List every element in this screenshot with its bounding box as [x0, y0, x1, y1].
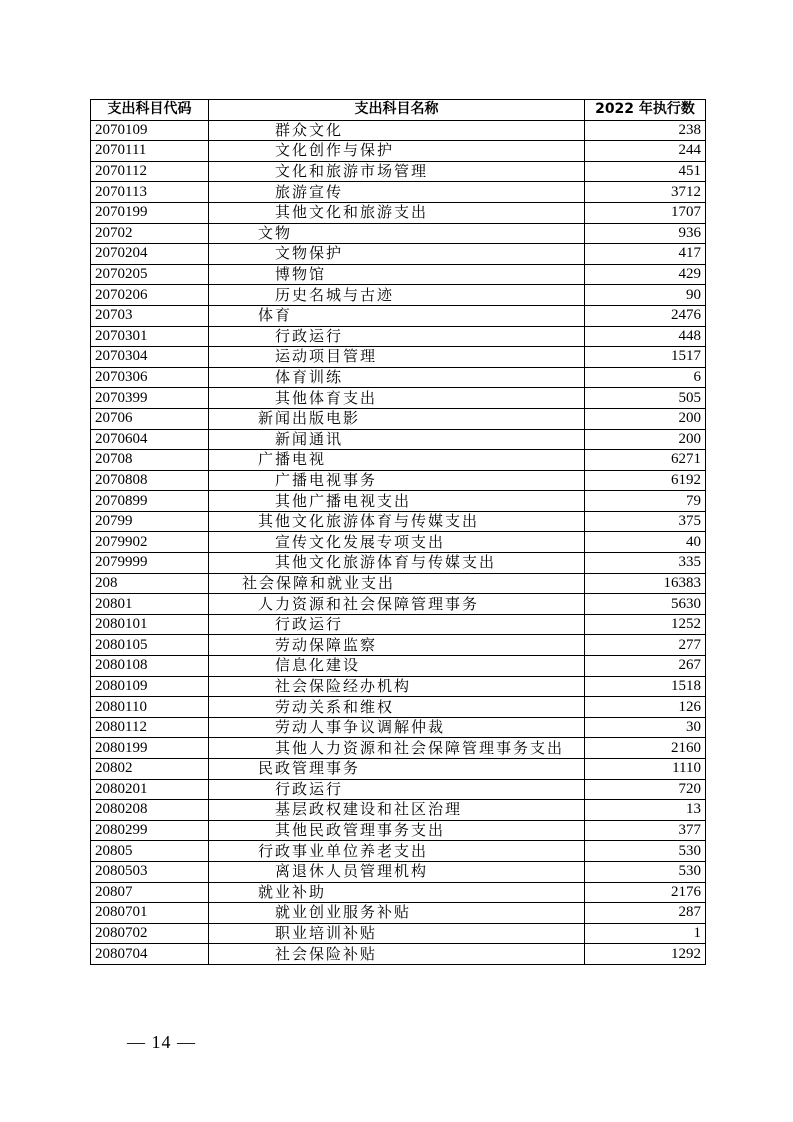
cell-code: 2080704 [91, 944, 209, 965]
cell-code: 20708 [91, 450, 209, 471]
table-row [91, 285, 706, 306]
cell-code: 20799 [91, 511, 209, 532]
cell-value: 335 [585, 553, 706, 574]
cell-name: 其他文化和旅游支出 [209, 202, 585, 223]
cell-value: 6271 [585, 450, 706, 471]
table-row [91, 800, 706, 821]
cell-name: 其他文化旅游体育与传媒支出 [209, 553, 585, 574]
cell-name: 群众文化 [209, 120, 585, 141]
cell-name: 行政事业单位养老支出 [209, 841, 585, 862]
cell-name: 就业补助 [209, 882, 585, 903]
cell-value: 40 [585, 532, 706, 553]
table-row [91, 367, 706, 388]
table-row [91, 923, 706, 944]
table-row [91, 697, 706, 718]
table-row [91, 717, 706, 738]
cell-name: 社会保险补贴 [209, 944, 585, 965]
table-row [91, 882, 706, 903]
cell-code: 2080201 [91, 779, 209, 800]
cell-value: 126 [585, 697, 706, 718]
cell-name: 劳动人事争议调解仲裁 [209, 717, 585, 738]
cell-name: 社会保险经办机构 [209, 676, 585, 697]
cell-code: 20801 [91, 594, 209, 615]
table-row [91, 244, 706, 265]
cell-name: 文化创作与保护 [209, 141, 585, 162]
cell-code: 2080208 [91, 800, 209, 821]
cell-name: 博物馆 [209, 264, 585, 285]
cell-name: 文化和旅游市场管理 [209, 161, 585, 182]
cell-value: 429 [585, 264, 706, 285]
table-row [91, 347, 706, 368]
cell-value: 451 [585, 161, 706, 182]
cell-name: 文物保护 [209, 244, 585, 265]
cell-code: 2070205 [91, 264, 209, 285]
table-row [91, 388, 706, 409]
cell-name: 运动项目管理 [209, 347, 585, 368]
cell-code: 2070899 [91, 491, 209, 512]
cell-name: 社会保障和就业支出 [209, 573, 585, 594]
cell-name: 行政运行 [209, 326, 585, 347]
cell-name: 行政运行 [209, 614, 585, 635]
cell-name: 离退休人员管理机构 [209, 861, 585, 882]
cell-value: 1252 [585, 614, 706, 635]
table-row [91, 635, 706, 656]
cell-name: 其他民政管理事务支出 [209, 820, 585, 841]
table-row [91, 511, 706, 532]
table-row [91, 573, 706, 594]
cell-name: 人力资源和社会保障管理事务 [209, 594, 585, 615]
cell-value: 936 [585, 223, 706, 244]
cell-value: 448 [585, 326, 706, 347]
cell-code: 20802 [91, 759, 209, 780]
table-row [91, 944, 706, 965]
table-row [91, 676, 706, 697]
table-row [91, 841, 706, 862]
cell-code: 20702 [91, 223, 209, 244]
cell-value: 375 [585, 511, 706, 532]
table-row [91, 141, 706, 162]
cell-code: 2070604 [91, 429, 209, 450]
cell-value: 90 [585, 285, 706, 306]
cell-name: 其他文化旅游体育与传媒支出 [209, 511, 585, 532]
cell-code: 2080199 [91, 738, 209, 759]
cell-value: 79 [585, 491, 706, 512]
table-row [91, 161, 706, 182]
cell-code: 2070204 [91, 244, 209, 265]
cell-value: 2176 [585, 882, 706, 903]
cell-name: 其他人力资源和社会保障管理事务支出 [209, 738, 585, 759]
cell-code: 2080503 [91, 861, 209, 882]
cell-value: 5630 [585, 594, 706, 615]
cell-name: 民政管理事务 [209, 759, 585, 780]
cell-name: 其他广播电视支出 [209, 491, 585, 512]
cell-code: 2080701 [91, 903, 209, 924]
cell-name: 劳动保障监察 [209, 635, 585, 656]
cell-code: 20807 [91, 882, 209, 903]
cell-code: 2070199 [91, 202, 209, 223]
cell-code: 2080702 [91, 923, 209, 944]
page-number: — 14 — [127, 1032, 196, 1052]
cell-name: 旅游宣传 [209, 182, 585, 203]
header-code: 支出科目代码 [91, 100, 209, 121]
cell-value: 1292 [585, 944, 706, 965]
table-row [91, 820, 706, 841]
cell-code: 2080101 [91, 614, 209, 635]
cell-code: 2070304 [91, 347, 209, 368]
table-row [91, 429, 706, 450]
cell-code: 2080110 [91, 697, 209, 718]
cell-value: 530 [585, 841, 706, 862]
cell-code: 2079999 [91, 553, 209, 574]
cell-value: 200 [585, 408, 706, 429]
cell-value: 13 [585, 800, 706, 821]
table-row [91, 759, 706, 780]
cell-value: 377 [585, 820, 706, 841]
cell-value: 200 [585, 429, 706, 450]
cell-name: 其他体育支出 [209, 388, 585, 409]
table-header-row [91, 100, 706, 121]
table-row [91, 120, 706, 141]
cell-code: 2080105 [91, 635, 209, 656]
table-row [91, 779, 706, 800]
cell-value: 277 [585, 635, 706, 656]
cell-code: 2080299 [91, 820, 209, 841]
cell-code: 2080112 [91, 717, 209, 738]
table-row [91, 450, 706, 471]
table-row [91, 553, 706, 574]
cell-value: 417 [585, 244, 706, 265]
table-row [91, 264, 706, 285]
cell-value: 6 [585, 367, 706, 388]
table-row [91, 223, 706, 244]
cell-code: 208 [91, 573, 209, 594]
cell-value: 6192 [585, 470, 706, 491]
cell-value: 2476 [585, 305, 706, 326]
cell-name: 广播电视 [209, 450, 585, 471]
cell-code: 2070111 [91, 141, 209, 162]
cell-value: 238 [585, 120, 706, 141]
table-row [91, 202, 706, 223]
cell-code: 2070808 [91, 470, 209, 491]
cell-value: 16383 [585, 573, 706, 594]
cell-code: 20805 [91, 841, 209, 862]
cell-value: 1 [585, 923, 706, 944]
cell-code: 2070206 [91, 285, 209, 306]
cell-value: 505 [585, 388, 706, 409]
table-row [91, 861, 706, 882]
cell-value: 3712 [585, 182, 706, 203]
cell-code: 2070112 [91, 161, 209, 182]
cell-value: 244 [585, 141, 706, 162]
table-body [91, 120, 706, 964]
cell-value: 2160 [585, 738, 706, 759]
cell-value: 720 [585, 779, 706, 800]
table-row [91, 470, 706, 491]
header-name: 支出科目名称 [209, 100, 585, 121]
table-row [91, 656, 706, 677]
table-row [91, 491, 706, 512]
table-row [91, 532, 706, 553]
cell-name: 基层政权建设和社区治理 [209, 800, 585, 821]
cell-name: 新闻出版电影 [209, 408, 585, 429]
cell-code: 2080108 [91, 656, 209, 677]
table-row [91, 408, 706, 429]
cell-name: 体育 [209, 305, 585, 326]
expenditure-table [90, 99, 706, 965]
cell-name: 体育训练 [209, 367, 585, 388]
cell-code: 2070399 [91, 388, 209, 409]
table-row [91, 305, 706, 326]
cell-value: 267 [585, 656, 706, 677]
cell-value: 287 [585, 903, 706, 924]
cell-value: 1517 [585, 347, 706, 368]
cell-name: 信息化建设 [209, 656, 585, 677]
cell-name: 行政运行 [209, 779, 585, 800]
cell-name: 劳动关系和维权 [209, 697, 585, 718]
table-row [91, 903, 706, 924]
cell-code: 20706 [91, 408, 209, 429]
cell-name: 广播电视事务 [209, 470, 585, 491]
cell-value: 30 [585, 717, 706, 738]
cell-name: 文物 [209, 223, 585, 244]
cell-code: 2070306 [91, 367, 209, 388]
cell-name: 历史名城与古迹 [209, 285, 585, 306]
cell-value: 1110 [585, 759, 706, 780]
cell-code: 20703 [91, 305, 209, 326]
table-row [91, 738, 706, 759]
cell-code: 2070109 [91, 120, 209, 141]
cell-name: 宣传文化发展专项支出 [209, 532, 585, 553]
table-row [91, 326, 706, 347]
table-row [91, 614, 706, 635]
cell-code: 2080109 [91, 676, 209, 697]
cell-code: 2070113 [91, 182, 209, 203]
cell-code: 2079902 [91, 532, 209, 553]
cell-value: 1518 [585, 676, 706, 697]
table-row [91, 182, 706, 203]
cell-name: 新闻通讯 [209, 429, 585, 450]
cell-value: 530 [585, 861, 706, 882]
cell-value: 1707 [585, 202, 706, 223]
cell-name: 就业创业服务补贴 [209, 903, 585, 924]
cell-name: 职业培训补贴 [209, 923, 585, 944]
cell-code: 2070301 [91, 326, 209, 347]
header-value: 2022 年执行数 [585, 100, 706, 121]
table-row [91, 594, 706, 615]
